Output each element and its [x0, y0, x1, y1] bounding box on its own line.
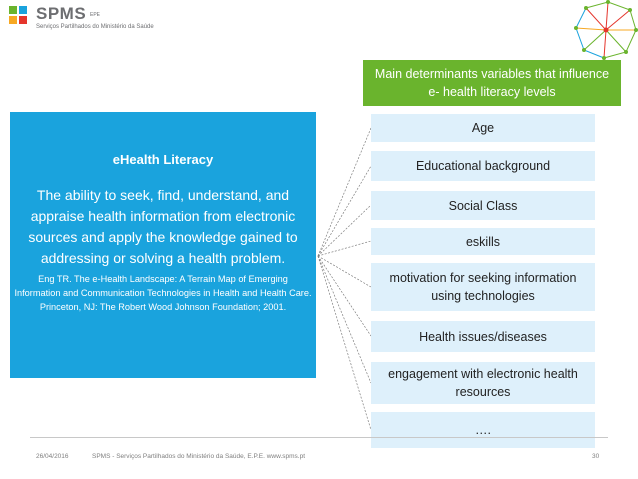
- footer-organization: SPMS - Serviços Partilhados do Ministério da Saúde, E.P.E. www.spms.pt: [92, 453, 306, 460]
- determinants-header-box: [363, 60, 621, 106]
- factor-label: eskills: [465, 234, 501, 249]
- logo-suffix: EPE: [90, 12, 101, 18]
- factor-box: [371, 263, 595, 311]
- factor-box: [371, 191, 595, 220]
- definition-reference: Eng TR. The e-Health Landscape: A Terrain Map of Emerging Information and Communication Technologies in Health and Health Care. Princeton, NJ: The Robert Wood Johnson Foundation; 2001.: [14, 274, 312, 312]
- factor-box: [371, 114, 595, 142]
- factor-label: engagement with electronic health resources: [388, 367, 578, 399]
- spms-logo: [8, 4, 168, 36]
- definition-body: The ability to seek, find, understand, and appraise health information from electronic sources and apply the knowledge gained to addressing or solving a health problem.: [28, 187, 298, 266]
- factor-box: [371, 228, 595, 255]
- spms-logo-icon: [8, 4, 30, 28]
- factor-label: Educational background: [415, 159, 551, 173]
- logo-title: SPMS: [36, 4, 87, 23]
- footer-date: 26/04/2016: [36, 453, 69, 460]
- factor-box: [371, 362, 595, 404]
- footer-page-number: 30: [592, 453, 600, 460]
- factor-box: [371, 151, 595, 181]
- decorative-network-graphic: [556, 0, 638, 60]
- determinants-header-text: Main determinants variables that influence e- health literacy levels: [374, 67, 610, 99]
- ehealth-literacy-definition-box: [10, 112, 316, 378]
- factor-label: motivation for seeking information using technologies: [389, 271, 577, 303]
- factor-label: Social Class: [448, 198, 518, 213]
- factor-label: ….: [475, 423, 491, 437]
- factor-label: Health issues/diseases: [419, 329, 547, 344]
- factor-box: [371, 321, 595, 352]
- factor-label: Age: [471, 121, 495, 135]
- definition-title: eHealth Literacy: [112, 152, 214, 167]
- footer-divider: [30, 437, 608, 438]
- logo-subtitle: Serviços Partilhados do Ministério da Saúde: [36, 24, 154, 30]
- factor-box: [371, 412, 595, 448]
